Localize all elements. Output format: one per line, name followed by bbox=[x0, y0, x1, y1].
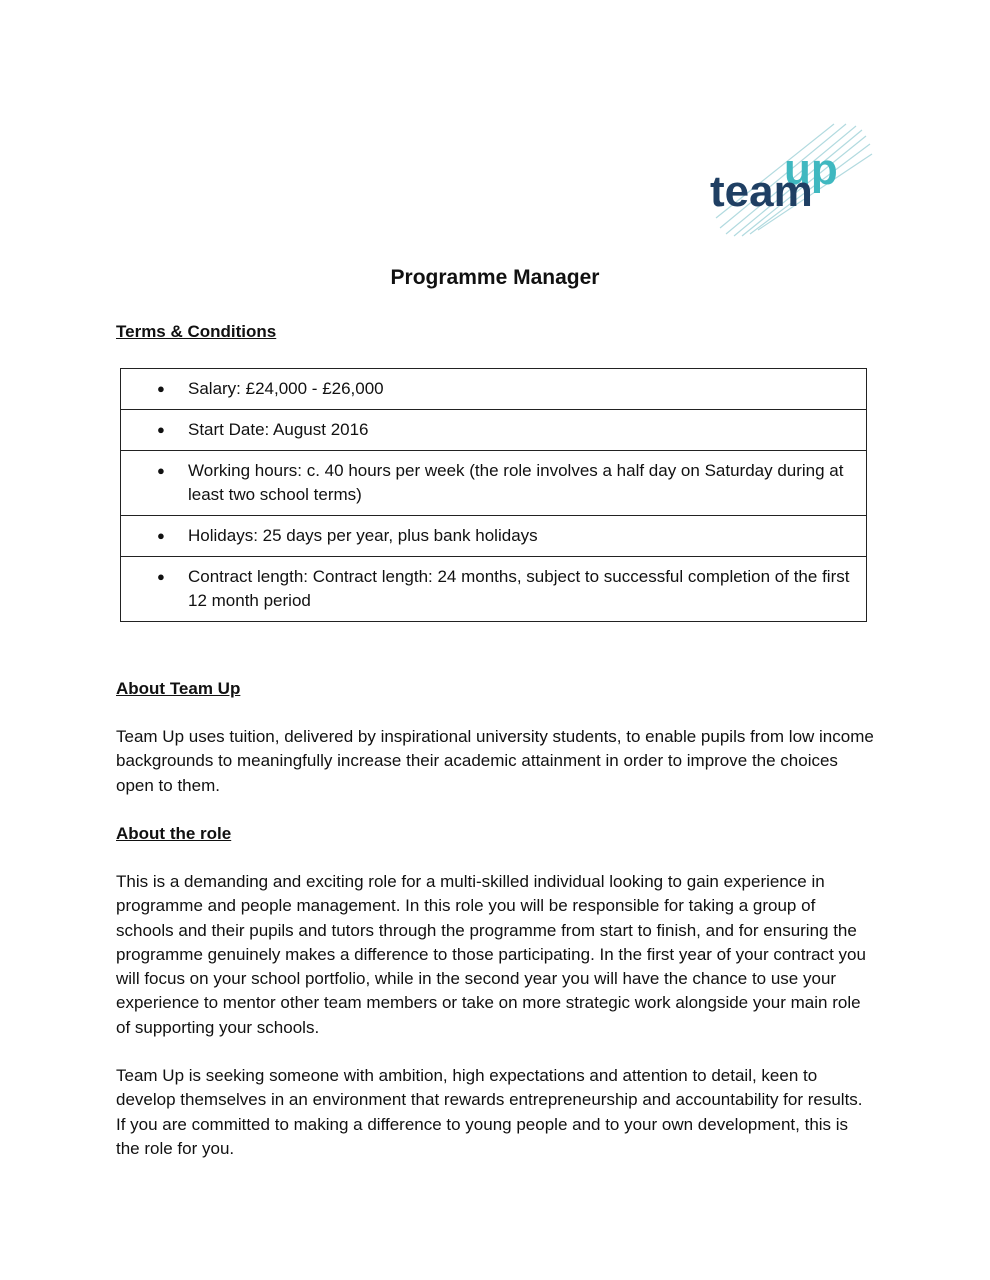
about-team-up-heading: About Team Up bbox=[116, 679, 241, 698]
page-title: Programme Manager bbox=[390, 266, 600, 289]
terms-cell bbox=[121, 516, 867, 557]
terms-row bbox=[121, 516, 867, 557]
about-role-heading: About the role bbox=[116, 824, 232, 843]
terms-cell bbox=[121, 410, 867, 451]
bullet-icon: ● bbox=[157, 528, 165, 543]
terms-row bbox=[121, 410, 867, 451]
terms-heading: Terms & Conditions bbox=[116, 322, 277, 341]
terms-item-contract-length: Contract length: Contract length: 24 months, subject to successful completion of the first 12 month period bbox=[188, 567, 850, 610]
terms-row bbox=[121, 451, 867, 516]
bullet-icon: ● bbox=[157, 381, 165, 396]
bullet-icon: ● bbox=[157, 569, 165, 584]
terms-item-working-hours: Working hours: c. 40 hours per week (the role involves a half day on Saturday during at least two school terms) bbox=[188, 461, 844, 504]
terms-cell bbox=[121, 451, 867, 516]
terms-cell bbox=[121, 369, 867, 410]
logo-word-team: team bbox=[710, 167, 813, 216]
terms-cell bbox=[121, 557, 867, 622]
about-role-paragraph-2: Team Up is seeking someone with ambition, high expectations and attention to detail, keen to develop themselves in an environment that rewards entrepreneurship and accountability for results. If you are committed to making a difference to young people and to your own development, this is the role for you. bbox=[116, 1066, 863, 1158]
terms-item-salary: Salary: £24,000 - £26,000 bbox=[188, 379, 384, 398]
bullet-icon: ● bbox=[157, 463, 165, 478]
terms-item-holidays: Holidays: 25 days per year, plus bank holidays bbox=[188, 526, 538, 545]
terms-table bbox=[120, 368, 867, 622]
terms-row bbox=[121, 369, 867, 410]
terms-item-start-date: Start Date: August 2016 bbox=[188, 420, 369, 439]
logo-word-up: up bbox=[784, 145, 838, 194]
team-up-logo bbox=[706, 122, 876, 240]
about-role-paragraph-1: This is a demanding and exciting role for a multi-skilled individual looking to gain experience in programme and people management. In this role you will be responsible for taking a group of schools and their pupils and tutors through the programme from start to finish, and for ensuring the programme genuinely makes a difference to those participating. In the first year of your contract you will focus on your school portfolio, while in the second year you will have the chance to use your experience to mentor other team members or take on more strategic work alongside your main role of supporting your schools. bbox=[116, 872, 866, 1037]
about-team-up-text: Team Up uses tuition, delivered by inspirational university students, to enable pupils from low income backgrounds to meaningfully increase their academic attainment in order to improve the choices open to them. bbox=[116, 727, 874, 795]
terms-row bbox=[121, 557, 867, 622]
bullet-icon: ● bbox=[157, 422, 165, 437]
